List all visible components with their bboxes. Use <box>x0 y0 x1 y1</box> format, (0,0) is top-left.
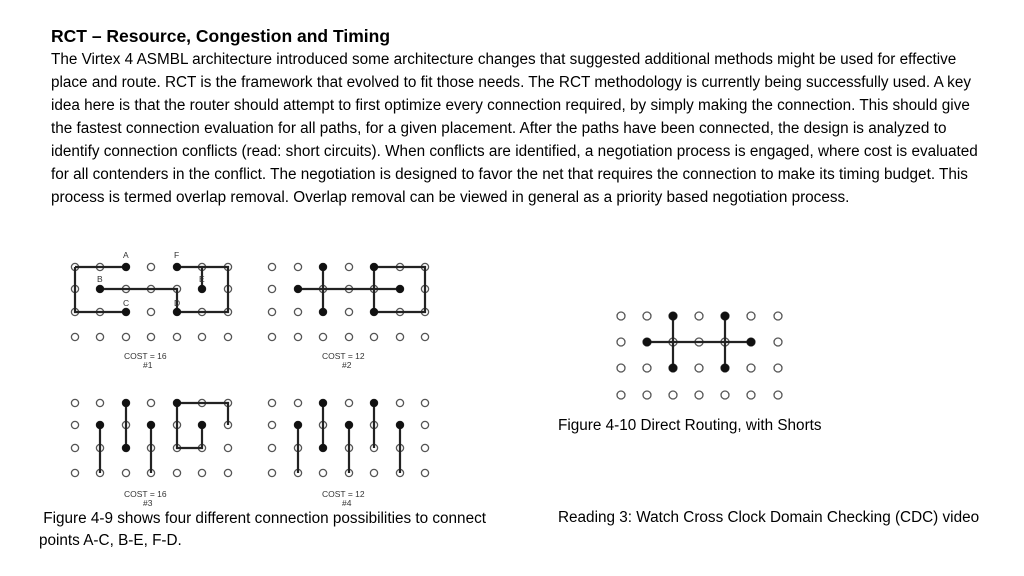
panel1-number: #1 <box>143 360 153 370</box>
figure-4-10-diagram <box>610 305 800 405</box>
panel2-number: #2 <box>342 360 352 370</box>
label-d: D <box>174 298 181 308</box>
panel1-grid <box>71 263 231 340</box>
figure-4-9-diagram <box>60 245 440 515</box>
figure-4-9-caption: Figure 4-9 shows four different connection possibilities to connect points A-C, B-E, F-D. <box>39 510 491 549</box>
panel4-cost: COST = 12 <box>322 489 365 499</box>
body-paragraph: The Virtex 4 ASMBL architecture introduced some architecture changes that suggested additional methods might be used for effective place and route. RCT is the framework that evolved to fit those needs. The RCT methodology is currently being successfully used. A key idea here is that the router should attempt to first optimize every connection required, by simply making the connection. This should give the fastest connection evaluation for all paths, for a given placement. After the paths have been connected, the design is analyzed to identify connection conflicts (read: short circuits). When conflicts are identified, a negotiation process is engaged, where cost is evaluated for all contenders in the conflict. The negotiation is designed to favor the net that requires the connection to make its timing budget. This process is termed overlap removal. Overlap removal can be viewed in general as a priority based negotiation process. <box>51 51 978 206</box>
panel2-grid <box>268 263 428 340</box>
panel3-number: #3 <box>143 498 153 508</box>
panel2-cost: COST = 12 <box>322 351 365 361</box>
panel3-cost: COST = 16 <box>124 489 167 499</box>
label-c: C <box>123 298 130 308</box>
panel1-cost: COST = 16 <box>124 351 167 361</box>
reading-assignment: Reading 3: Watch Cross Clock Domain Checking (CDC) video <box>558 509 980 526</box>
label-b: B <box>97 274 103 284</box>
label-f: F <box>174 250 180 260</box>
slide-title: RCT – Resource, Congestion and Timing <box>51 26 391 46</box>
label-a: A <box>123 250 129 260</box>
figure-4-10-caption: Figure 4-10 Direct Routing, with Shorts <box>558 417 822 434</box>
panel4-number: #4 <box>342 498 352 508</box>
label-e: E <box>199 274 205 284</box>
